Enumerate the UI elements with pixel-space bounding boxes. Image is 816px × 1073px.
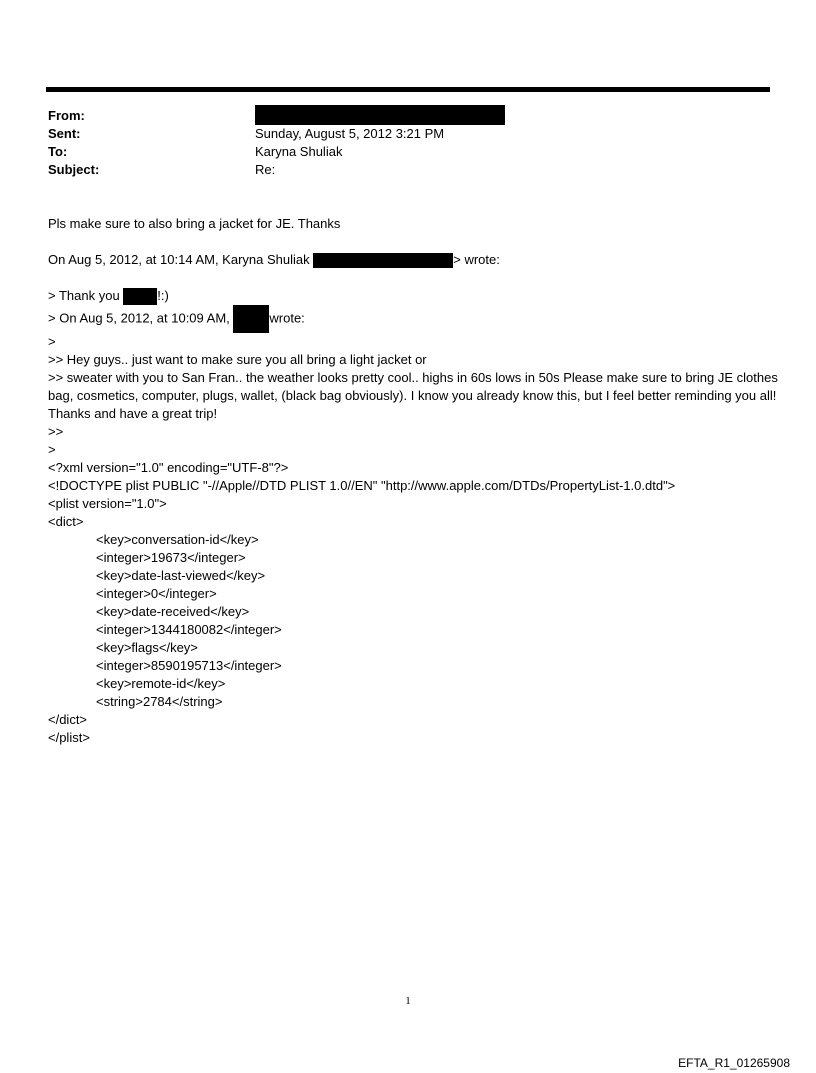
quote-line xyxy=(48,305,778,333)
xml-entry: <integer>1344180082</integer> xyxy=(96,622,282,638)
xml-entry: <key>date-last-viewed</key> xyxy=(96,568,266,584)
xml-line: </dict> xyxy=(48,712,88,728)
xml-entry: <integer>8590195713</integer> xyxy=(96,658,282,674)
xml-entry: <integer>19673</integer> xyxy=(96,550,246,566)
xml-entry: <integer>0</integer> xyxy=(96,586,217,602)
quote-suffix: wrote: xyxy=(269,310,305,326)
page-number: 1 xyxy=(405,995,411,1007)
to-value: Karyna Shuliak xyxy=(255,144,343,159)
subject-row xyxy=(48,161,505,179)
email-header xyxy=(48,107,505,179)
subject-label: Subject: xyxy=(48,162,100,177)
redaction-box xyxy=(313,253,453,268)
quote-line: >> xyxy=(48,424,64,440)
from-row xyxy=(48,107,505,125)
redaction-box xyxy=(233,305,269,333)
quote-line: > xyxy=(48,334,56,350)
body-line: Pls make sure to also bring a jacket for JE. Thanks xyxy=(48,216,341,231)
xml-entry: <key>flags</key> xyxy=(96,640,198,656)
xml-entry: <key>date-received</key> xyxy=(96,604,250,620)
xml-line: <!DOCTYPE plist PUBLIC "-//Apple//DTD PLIST 1.0//EN" "http://www.apple.com/DTDs/PropertyList-1.0.dtd"> xyxy=(48,478,676,494)
xml-entry: <string>2784</string> xyxy=(96,694,223,710)
bates-number: EFTA_R1_01265908 xyxy=(678,1056,790,1070)
sent-row xyxy=(48,125,505,143)
email-body xyxy=(48,215,782,747)
quote-intro-suffix: > wrote: xyxy=(453,252,500,267)
xml-entry: <key>remote-id</key> xyxy=(96,676,226,692)
quote-prefix: > Thank you xyxy=(48,288,124,303)
to-label: To: xyxy=(48,144,68,159)
header-rule xyxy=(46,87,770,92)
from-label: From: xyxy=(48,108,85,123)
xml-line: </plist> xyxy=(48,730,90,746)
redaction-box xyxy=(255,105,505,125)
quote-intro-prefix: On Aug 5, 2012, at 10:14 AM, Karyna Shuliak xyxy=(48,252,314,267)
quote-line: >> sweater with you to San Fran.. the weather looks pretty cool.. highs in 60s lows in 50s Please make sure to bring JE clothes bag, cosmetics, computer, plugs, wallet, (black bag obviously). I know you already know this, but I feel better reminding you all! Thanks and have a great trip! xyxy=(48,370,782,422)
quote-suffix: !:) xyxy=(157,288,169,303)
quote-prefix: > On Aug 5, 2012, at 10:09 AM, xyxy=(48,310,234,326)
xml-entry: <key>conversation-id</key> xyxy=(96,532,259,548)
subject-value: Re: xyxy=(255,162,276,177)
xml-line: <dict> xyxy=(48,514,84,530)
spacer xyxy=(48,233,778,251)
xml-line: <plist version="1.0"> xyxy=(48,496,167,512)
sent-label: Sent: xyxy=(48,126,81,141)
quote-intro-line xyxy=(48,251,778,269)
sent-value: Sunday, August 5, 2012 3:21 PM xyxy=(255,126,445,141)
quote-line: > xyxy=(48,442,56,458)
to-row xyxy=(48,143,505,161)
xml-line: <?xml version="1.0" encoding="UTF-8"?> xyxy=(48,460,289,476)
from-value xyxy=(255,107,505,125)
spacer xyxy=(48,269,778,287)
quote-line: >> Hey guys.. just want to make sure you all bring a light jacket or xyxy=(48,352,427,368)
quote-line xyxy=(48,287,778,305)
redaction-box xyxy=(123,288,157,305)
